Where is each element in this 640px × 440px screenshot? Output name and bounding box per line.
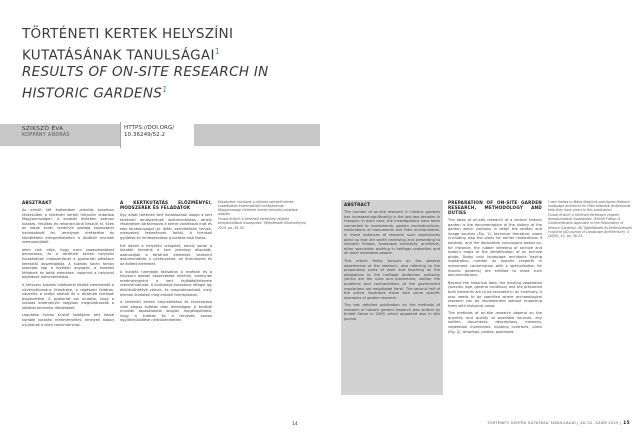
page-number-left: 14	[292, 422, 298, 427]
issue-label: 4D 52. SZÁM 2019	[580, 421, 619, 425]
article-title: TÖRTÉNETI KERTEK HELYSZÍNI KUTATÁSÁNAK TANULSÁGAI$^1$	[22, 26, 234, 64]
paragraph: A történeti kertek helyreállítása és fenntartása csak alapos kutatás után lehetséges. A korábbi munkák tapasztalatai alapján megállapítható, hogy a kutatás és a tervezés szoros együttműködése nélkülözhetetlen.	[120, 300, 212, 323]
doi-box	[120, 122, 194, 148]
paragraph: Legutóbb Fonsei Kristóf kollégánk tett közzé korábbi kutatási eredményeket, amelyek alapot nyújtanak a jelen tanulmányhoz.	[22, 313, 114, 327]
paragraph: Jelen cikk célja, hogy ezen tapasztalatokat bemutassa, és a történeti kertek helyszíni kutatásának módszertanát a gyakorlati példákon keresztül összefoglalja. A kutatás során fontos szerepet kap a levéltári anyagok, a korabeli térképek és fotók elemzése, valamint a helyszíni bejárások dokumentálása.	[22, 247, 114, 280]
subtitle-footnote-mark: 1	[162, 85, 168, 94]
footnote: Fonsei Kristóf: A történeti kertekben végzett terepkutatások összegzése. Tájépítészeti Közlemények, 2019. pp. 38–55.	[218, 217, 307, 230]
abstract-en-column	[344, 202, 440, 325]
abstract-hu-column	[22, 200, 114, 330]
page-number-right: 15	[623, 421, 630, 426]
right-page	[320, 0, 640, 440]
article-subtitle: RESULTS OF ON-SITE RESEARCH IN HISTORIC GARDENS$^1$	[22, 64, 269, 102]
footnote: Fonsei Kristóf: A történeti kertekben végzett terepkutatások összegzése. (Kristóf Fatsar: A Comprehensive Approach to the Restoration of Historic Gardens). 4D Tájépítészeti és Kertművészeti Folyóirat (4D Journal of Landscape Architecture), 4 (2009), 15, pp. 38–55.	[548, 213, 632, 238]
paragraph: The last detailed publication on the methods of research of historic garden research was written by Kristóf Fatsar in 2009, which appeared also in this journal.	[344, 303, 440, 322]
paragraph: Beyond the historical data, the existing vegetation (species, age, general condition) and the presumed built elements are to be recorded in an inventory. It also needs to be specified where archaeological research can be implemented without impacting trees with historical value.	[448, 280, 542, 308]
paragraph: Az elmúlt két évtizedben jelentős számban részesültek a történeti kertek helyszíni kutatása Magyarországon. A korábbi években számos kutatás, felújítás és rekonstrukció készült el. Ezek az iratok során rendkívül gazdag tapasztalat halmozódott fel, amelynek értékelése és közzététele elengedhetetlen a jövőbeli munkák szempontjából.	[22, 208, 114, 245]
paragraph: This article firstly focuses on the general experiences of the research, also referring to the preparatory parts of work and touching on the obligations to the heritage protection authority (which are the rules and procedures, neither the problems and contradictions of the government regulations are negotiated here). The second half of the article illustrates these with some specific examples of garden research.	[344, 258, 440, 300]
footnotes-hu	[218, 200, 308, 231]
methods-hu-column	[120, 200, 212, 326]
paragraph: Ezt követi a helyszíni vizsgálat, amely során a kutatók felmérik a kert jelenlegi állapotát, azonosítják a történeti elemeket, valamint dokumentálják a növényzetet, az útrendszert és az épített elemeket.	[120, 243, 212, 266]
doi-id: 10.36249/52.2	[124, 132, 166, 138]
author-name: SZIKSZÓ ÉVA	[22, 126, 64, 132]
paragraph: The number of on-site research in historic gardens has increased significantly in the last two decades in Hungary. In each case, the investigations have been connected to investments, garden reconstructions, restorations of monuments and their environments. In these instances of research such experiences piled up that are worth reviewing and presenting to research fellows, landscape architects, architects, other specialists working in heritage protection and all other interested people.	[344, 210, 440, 256]
running-head: TÖRTÉNETI KERTEK KUTATÁSA TANULSÁGAI | 4D 52. SZÁM 2019 | 15	[487, 421, 630, 426]
methods-en-heading: PREPARATION OF ON-SITE GARDEN RESEARCH, METHODOLOGY AND DUTIES	[448, 200, 542, 215]
paragraph: Egy adott történeti kert kutatásának alapja a kert történeti rendszerének dokumentálása, amely részletesen tartalmazza a kertre vonatkozó írott és képi forrásanyagot (pl. leltár, szerződések, tervek, metszetek, festmények, fotók). A források gyűjtése és rendszerezése a kutatás első fázisa.	[120, 213, 212, 240]
running-head-title: TÖRTÉNETI KERTEK KUTATÁSA TANULSÁGAI	[487, 421, 576, 425]
doi-link[interactable]: HTTPS://DOI.ORG/	[124, 125, 175, 131]
co-author-name: KOPPÁNY ANDRÁS	[22, 133, 70, 138]
abstract-hu-heading: ABSZTRAKT	[22, 200, 52, 205]
abstract-en-heading: ABSTRACT	[344, 202, 371, 207]
footnote: Köszönetet mondunk a cikkben szereplő kertek kutatásában közreműködő kollégáinknak. Magyarországi történeti kertek helyszíni kutatásai alapján.	[218, 200, 299, 217]
methods-en-column	[448, 200, 542, 337]
author-box	[22, 122, 114, 148]
paragraph: A helyszíni kutatás módszerei között kiemelendő a növényállomány felmérése, a régészeti feltárás, valamint a terepi adatok és a történeti források összevetése. A gyakorlat azt mutatja, hogy a kutatás eredményei nagyban meghatározzák a későbbi tervezési döntéseket.	[22, 282, 114, 310]
paragraph: The methods of on-site research depend on the quantity and quality of available sources: any written documents, descriptions, memoirs, vegetation inventories, building contracts, plans (Fig. 2), drawings, photos, postcards.	[448, 311, 542, 334]
title-footnote-mark: 1	[214, 47, 221, 56]
footnotes-en	[548, 200, 632, 239]
footnote: I owe thanks to Mária Klagyivik and Ágnes Herbeck landscape architects for their essential professional help they have given to this publication.	[548, 200, 631, 213]
paragraph: The basis of on-site research of a certain historic garden is the documentation of the history of the garden which contains in detail the written and image sources (Fig. 1), technical literature, plans (including also the plans for earlier restorations if existed), and the deductible conclusions based on, for instance, the rubber sheeting of archive and today's maps or the identification of an archive photo. Today only landscape architects having registration number as experts (experts in monument conservation with a specialisation for historic gardens) are entitled to make such documentations.	[448, 218, 542, 278]
methods-hu-heading: A KERTKUTATÁS ELŐZMÉNYEI, MÓDSZEREK ÉS FELADATOK	[120, 200, 212, 210]
paragraph: A kutatás harmadik fázisában a levéltári és a helyszíni adatok összevetése történik, amelynek eredményeként a kert fejlődéstörténete rekonstruálható. A különböző korszakok rétegei így elkülöníthetővé válnak, és meghatározható, mely elemek őrződtek meg eredeti formájukban.	[120, 269, 212, 297]
